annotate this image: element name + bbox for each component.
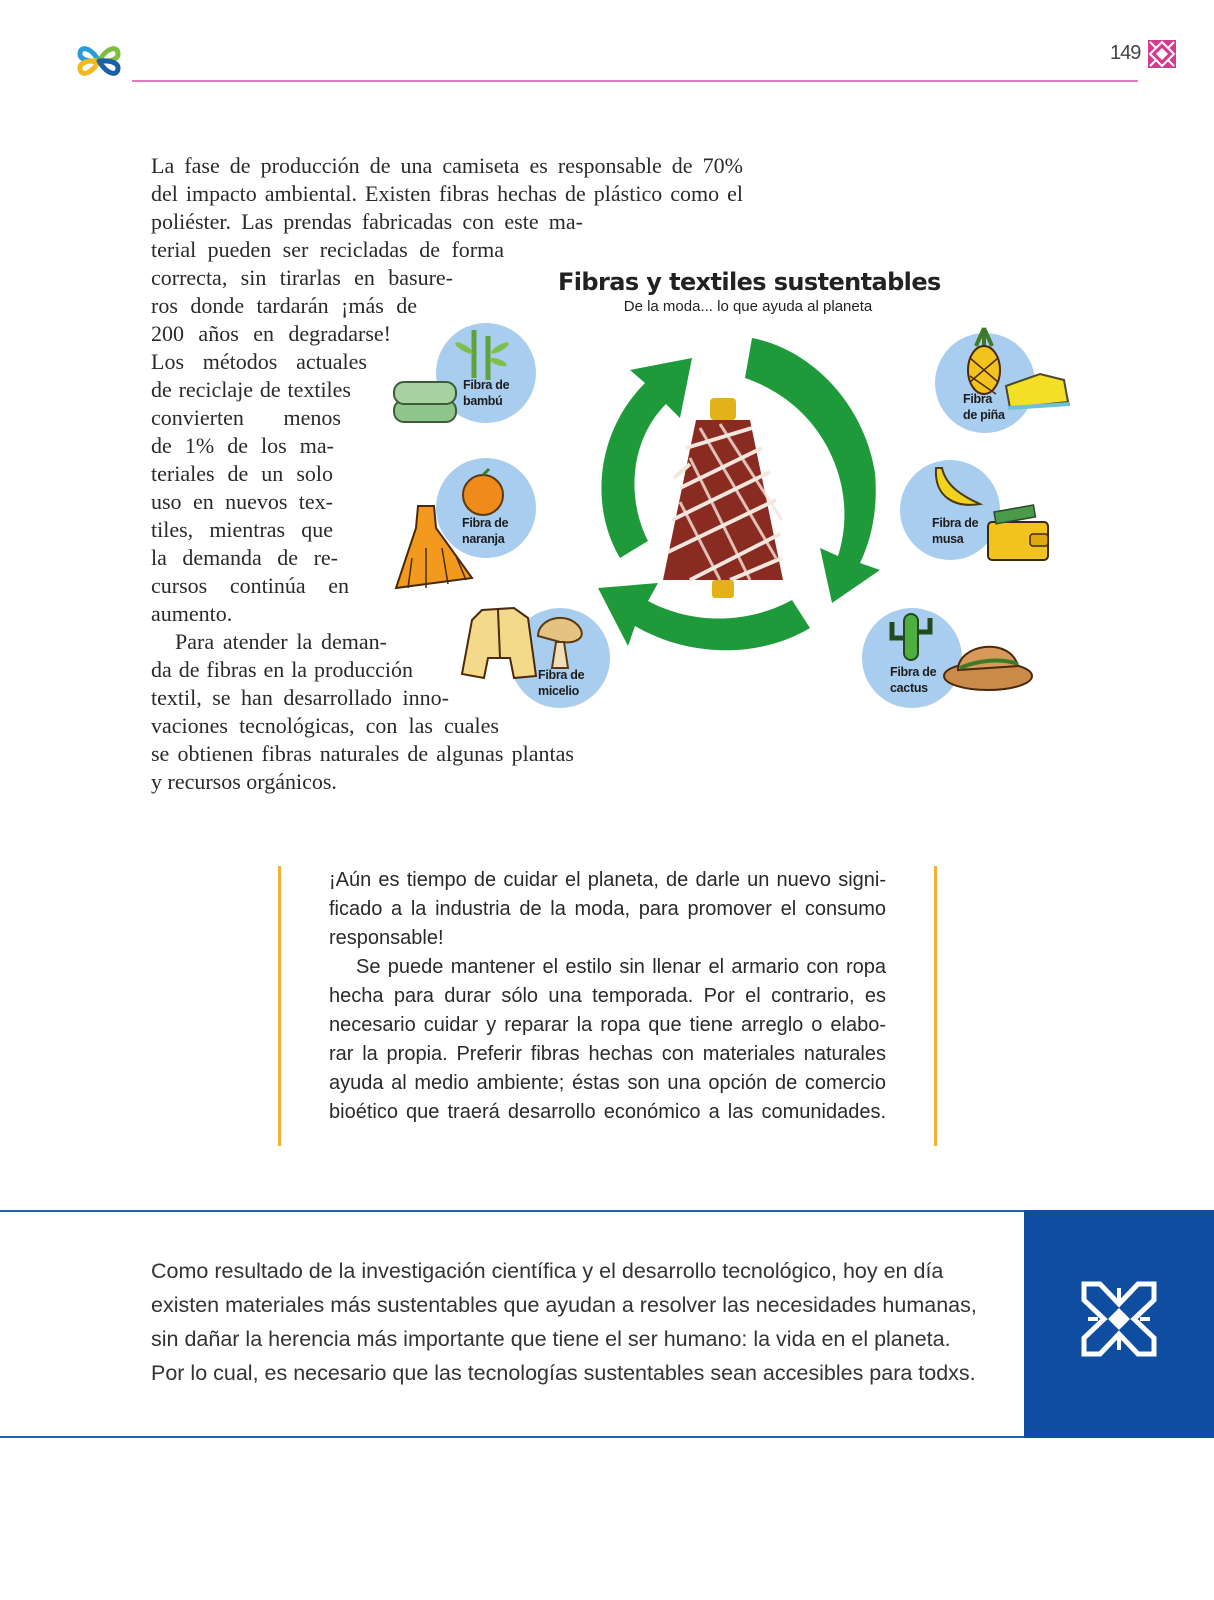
quote-line: bioético que traerá desarrollo económico a las comunidades. — [329, 1101, 886, 1123]
body-line: y recursos orgánicos. — [151, 769, 337, 794]
textile-motif-icon — [1080, 1280, 1158, 1358]
quote-line: necesario cuidar y reparar la ropa que tiene arreglo o elabo- — [329, 1014, 886, 1036]
quote-box — [278, 866, 938, 1146]
jacket-icon — [462, 608, 536, 678]
body-line: la demanda de re- — [151, 545, 338, 570]
body-line: cursos continúa en — [151, 573, 349, 598]
wallet-icon — [988, 505, 1048, 560]
body-line: Para atender la deman- — [175, 629, 387, 654]
fiber-label-micelio: Fibra de micelio — [538, 668, 585, 698]
fiber-label-musa: Fibra de musa — [932, 516, 979, 546]
body-line: textil, se han desarrollado inno- — [151, 685, 449, 710]
body-line: correcta, sin tirarlas en basure- — [151, 265, 453, 290]
infographic-subtitle: De la moda... lo que ayuda al planeta — [623, 298, 873, 315]
body-line: 200 años en degradarse! — [151, 321, 391, 346]
body-line: poliéster. Las prendas fabricadas con este ma- — [151, 209, 583, 234]
quote-line: ayuda al medio ambiente; éstas son una opción de comercio — [329, 1072, 886, 1094]
quote-bar-left — [278, 866, 281, 1146]
infographic-art — [390, 258, 1100, 728]
body-line: da de fibras en la producción — [151, 657, 413, 682]
fiber-label-pina: Fibra de piña — [963, 392, 1005, 422]
body-line: tiles, mientras que — [151, 517, 333, 542]
quote-line: ficado a la industria de la moda, para promover el consumo — [329, 898, 886, 920]
fibers-infographic — [390, 258, 1100, 728]
folded-towels-icon — [394, 382, 456, 422]
infographic-title: Fibras y textiles sustentables — [558, 268, 941, 296]
body-line: terial pueden ser recicladas de forma — [151, 237, 504, 262]
conclusion-line: existen materiales más sustentables que ayudan a resolver las necesidades humanas, — [151, 1293, 977, 1317]
quote-text — [329, 866, 886, 1127]
header-rule — [132, 80, 1138, 82]
body-line: ros donde tardarán ¡más de — [151, 293, 417, 318]
knot-logo-icon — [76, 38, 122, 84]
quote-bar-right — [934, 866, 937, 1146]
body-line: se obtienen fibras naturales de algunas plantas — [151, 741, 574, 766]
textile-motif-icon — [1148, 40, 1176, 68]
quote-line: hecha para durar sólo una temporada. Por el contrario, es — [329, 985, 886, 1007]
conclusion-rule-bottom — [0, 1436, 1024, 1438]
conclusion-color-box — [1024, 1210, 1214, 1438]
conclusion-text — [151, 1254, 993, 1390]
quote-line: rar la propia. Preferir fibras hechas con materiales naturales — [329, 1043, 886, 1065]
body-line: La fase de producción de una camiseta es responsable de 70% — [151, 153, 743, 178]
body-line: teriales de un solo — [151, 461, 333, 486]
quote-line: responsable! — [329, 927, 444, 949]
conclusion-band — [0, 1210, 1214, 1438]
thread-cone-icon — [663, 398, 783, 598]
body-line: uso en nuevos tex- — [151, 489, 333, 514]
body-line: Los métodos actuales — [151, 349, 367, 374]
conclusion-line: Por lo cual, es necesario que las tecnologías sustentables sean accesibles para todxs. — [151, 1361, 976, 1385]
body-line: del impacto ambiental. Existen fibras hechas de plástico como el — [151, 181, 743, 206]
body-line: aumento. — [151, 601, 233, 626]
body-line: vaciones tecnológicas, con las cuales — [151, 713, 499, 738]
fiber-label-bambu: Fibra de bambú — [463, 378, 510, 408]
conclusion-line: Como resultado de la investigación científica y el desarrollo tecnológico, hoy en día — [151, 1259, 944, 1283]
quote-line: ¡Aún es tiempo de cuidar el planeta, de darle un nuevo signi- — [329, 869, 886, 891]
fiber-label-cactus: Fibra de cactus — [890, 665, 937, 695]
body-line: convierten menos — [151, 405, 341, 430]
fiber-label-naranja: Fibra de naranja — [462, 516, 509, 546]
conclusion-line: sin dañar la herencia más importante que tiene el ser humano: la vida en el planeta. — [151, 1327, 951, 1351]
page-number: 149 — [1110, 42, 1141, 64]
quote-line: Se puede mantener el estilo sin llenar el armario con ropa — [356, 956, 886, 978]
conclusion-rule-top — [0, 1210, 1024, 1212]
body-line: de 1% de los ma- — [151, 433, 334, 458]
body-line: de reciclaje de textiles — [151, 377, 351, 402]
